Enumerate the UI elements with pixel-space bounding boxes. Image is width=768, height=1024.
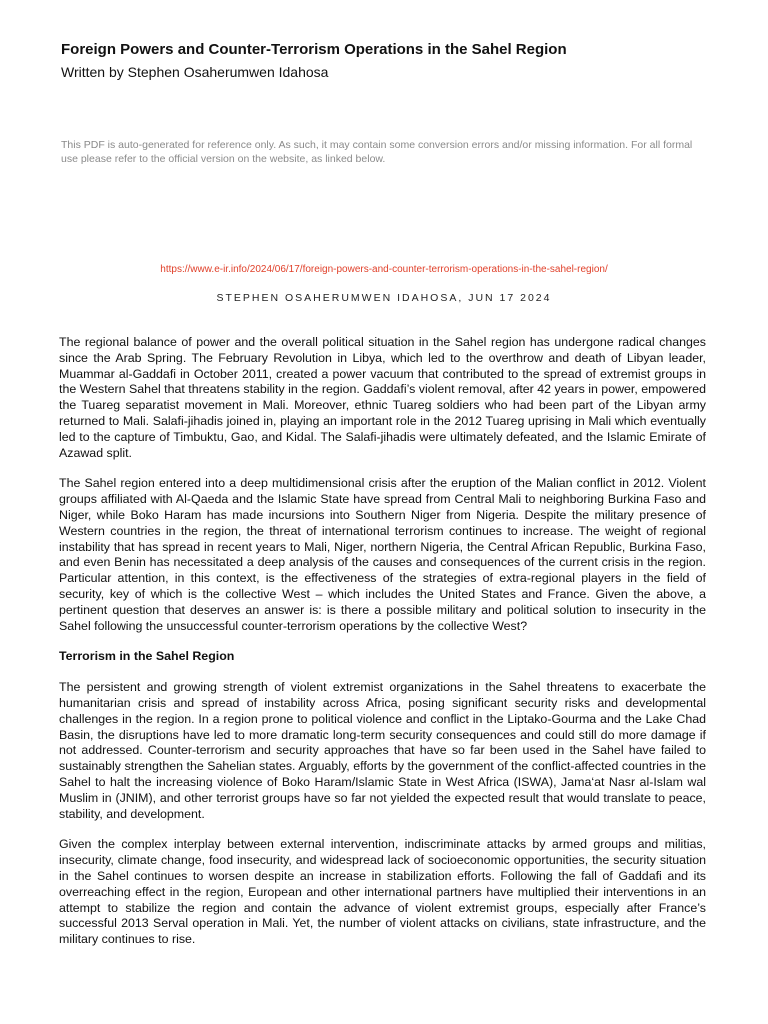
author-date-byline: STEPHEN OSAHERUMWEN IDAHOSA, JUN 17 2024 <box>216 292 552 304</box>
document-title: Foreign Powers and Counter-Terrorism Operations in the Sahel Region <box>61 41 567 58</box>
source-url-link[interactable]: https://www.e-ir.info/2024/06/17/foreign-powers-and-counter-terrorism-operations-in-the-sahel-region/ <box>160 264 608 275</box>
paragraph-crisis: The Sahel region entered into a deep multidimensional crisis after the eruption of the Malian conflict in 2012. Violent groups affiliated with Al-Qaeda and the Islamic State have spread from Central Mali to neighboring Burkina Faso and Niger, while Boko Haram has made incursions into Southern Niger from Nigeria. Despite the military presence of Western countries in the region, the threat of international terrorism continues to increase. The weight of regional instability that has spread in recent years to Mali, Niger, northern Nigeria, the Central African Republic, Burkina Faso, and even Benin has necessitated a deep analysis of the causes and consequences of the current crisis in the region. Particular attention, in this context, is the effectiveness of the strategies of extra-regional players in the field of security, key of which is the collective West – which includes the United States and France. Given the above, a pertinent question that deserves an answer is: is there a possible military and political solution to insecurity in the Sahel following the unsuccessful counter-terrorism operations by the collective West? <box>59 476 706 633</box>
paragraph-intro: The regional balance of power and the overall political situation in the Sahel region has undergone radical changes since the Arab Spring. The February Revolution in Libya, which led to the overthrow and death of Libyan leader, Muammar al-Gaddafi in October 2011, created a power vacuum that contributed to the spread of extremist groups in the Western Sahel that threatens stability in the region. Gaddafi’s violent removal, after 42 years in power, empowered the Tuareg separatist movement in Mali. Moreover, ethnic Tuareg soldiers who had been part of the Libyan army returned to Mali. Salafi-jihadis joined in, playing an important role in the 2012 Tuareg uprising in Mali which eventually led to the capture of Timbuktu, Gao, and Kidal. The Salafi-jihadis were ultimately defeated, and the Islamic Emirate of Azawad split. <box>59 335 706 460</box>
paragraph-extremism: The persistent and growing strength of violent extremist organizations in the Sahel threatens to exacerbate the humanitarian crisis and spread of instability across Africa, posing significant security risks and developmental challenges in the region. In a region prone to political violence and conflict in the Liptako-Gourma and the Lake Chad Basin, the disruptions have led to more dramatic long-term security consequences and could still do more damage if not addressed. Counter-terrorism and security approaches that have so far been used in the Sahel have failed to sustainably strengthen the Sahelian states. Arguably, efforts by the government of the conflict-affected countries in the Sahel to halt the increasing violence of Boko Haram/Islamic State in West Africa (ISWA), Jama‘at Nasr al-Islam wal Muslim in (JNIM), and other terrorist groups have so far not yielded the expected result that would translate to peace, stability, and development. <box>59 680 706 821</box>
paragraph-intervention: Given the complex interplay between external intervention, indiscriminate attacks by armed groups and militias, insecurity, climate change, food insecurity, and widespread lack of socioeconomic opportunities, the security situation in the Sahel continues to worsen despite an increase in stabilization efforts. Following the fall of Gaddafi and its overreaching effect in the region, European and other international partners have multiplied their interventions in an attempt to stabilize the region and contain the advance of violent extremist groups, especially after France’s successful 2013 Serval operation in Mali. Yet, the number of violent attacks on civilians, state infrastructure, and the military continues to rise. <box>59 837 706 947</box>
pdf-disclaimer: This PDF is auto-generated for reference only. As such, it may contain some conversion errors and/or missing information. For all formal use please refer to the official version on the website, as linked below. <box>61 139 693 165</box>
article-body <box>59 335 706 963</box>
section-heading-terrorism: Terrorism in the Sahel Region <box>59 649 235 664</box>
author-line: Written by Stephen Osaherumwen Idahosa <box>61 64 329 80</box>
